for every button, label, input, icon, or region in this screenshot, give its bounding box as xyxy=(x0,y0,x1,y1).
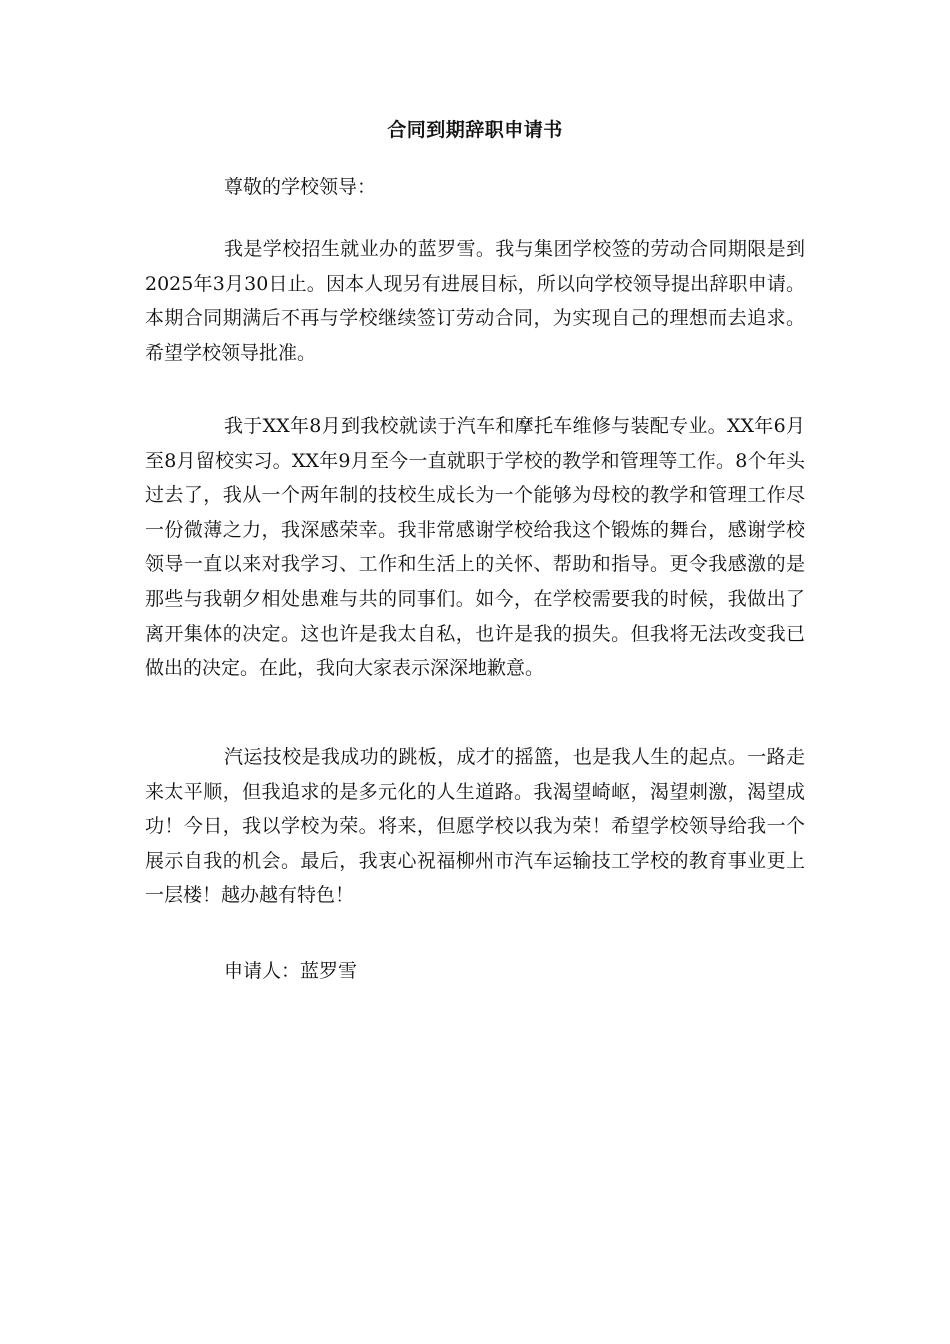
body-paragraph-1: 我是学校招生就业办的蓝罗雪。我与集团学校签的劳动合同期限是到2025年3月30日止。因本人现另有进展目标，所以向学校领导提出辞职申请。本期合同期满后不再与学校继续签订劳动合同，为实现自己的理想而去追求。希望学校领导批准。 xyxy=(145,238,805,364)
body-paragraph-3: 汽运技校是我成功的跳板，成才的摇篮，也是我人生的起点。一路走来太平顺，但我追求的是多元化的人生道路。我渴望崎岖，渴望刺激，渴望成功！今日，我以学校为荣。将来，但愿学校以我为荣！希望学校领导给我一个展示自我的机会。最后，我衷心祝福柳州市汽车运输技工学校的教育事业更上一层楼！越办越有特色！ xyxy=(145,746,805,907)
signature-line: 申请人：蓝罗雪 xyxy=(224,960,358,982)
salutation: 尊敬的学校领导： xyxy=(224,176,377,198)
body-paragraph-2: 我于XX年8月到我校就读于汽车和摩托车维修与装配专业。XX年6月至8月留校实习。XX年9月至今一直就职于学校的教学和管理等工作。8个年头过去了，我从一个两年制的技校生成长为一个能够为母校的教学和管理工作尽一份微薄之力，我深感荣幸。我非常感谢学校给我这个锻炼的舞台，感谢学校领导一直以来对我学习、工作和生活上的关怀、帮助和指导。更令我感激的是那些与我朝夕相处患难与共的同事们。如今，在学校需要我的时候，我做出了离开集体的决定。这也许是我太自私，也许是我的损失。但我将无法改变我已做出的决定。在此，我向大家表示深深地歉意。 xyxy=(145,415,805,680)
document-title: 合同到期辞职申请书 xyxy=(387,119,563,141)
